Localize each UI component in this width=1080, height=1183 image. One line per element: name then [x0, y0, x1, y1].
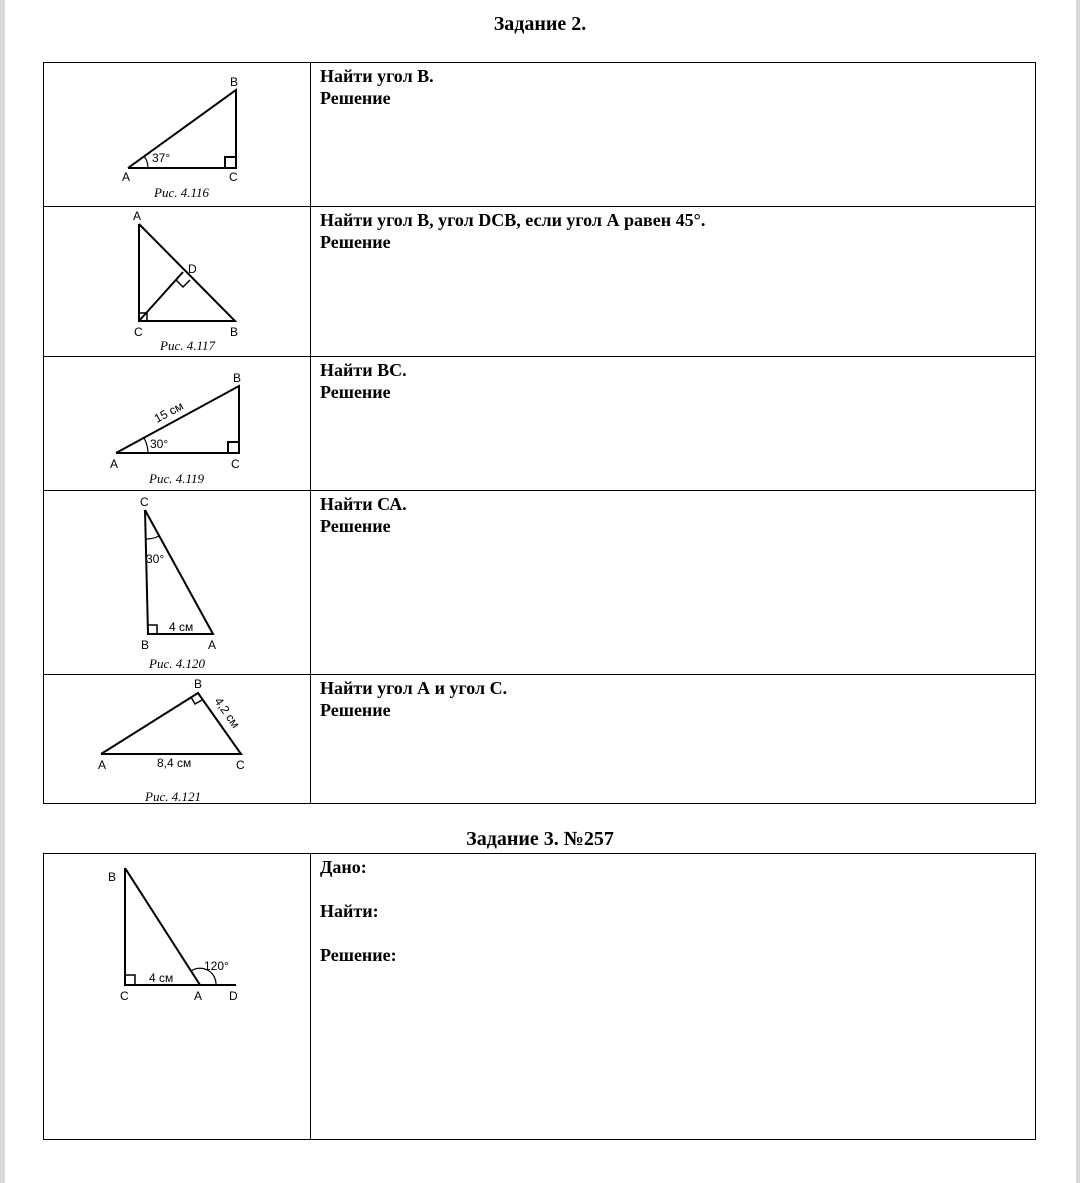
triangle	[125, 868, 200, 985]
vertex-a: A	[133, 209, 142, 223]
task3-table	[43, 853, 1036, 1140]
triangle	[145, 510, 213, 634]
side-label: 4,2 см	[211, 694, 243, 731]
table-row	[44, 356, 1035, 491]
vertex-b: B	[233, 371, 242, 385]
vertex-b: B	[230, 325, 239, 339]
task-text-cell	[310, 854, 1035, 1139]
solution-label: Решение	[320, 232, 391, 252]
side-label: 8,4 см	[157, 756, 192, 770]
table-row	[44, 490, 1035, 675]
table-row	[44, 674, 1035, 804]
task3-title: Задание 3. №257	[466, 828, 614, 850]
solution-label: Решение	[320, 700, 391, 720]
vertex-d: D	[229, 989, 238, 1003]
figure-4-117	[44, 207, 309, 357]
question-text: Найти угол В, угол DCB, если угол А равен 45°.	[320, 210, 706, 230]
figure-caption: Рис. 4.119	[149, 471, 204, 486]
vertex-a: A	[98, 758, 107, 772]
right-angle-marker	[125, 975, 135, 985]
right-angle-marker	[225, 157, 236, 168]
vertex-b: B	[194, 677, 203, 691]
task-text-cell	[310, 63, 1035, 206]
side-label: 15 см	[151, 398, 186, 426]
right-angle-marker	[148, 625, 157, 634]
vertex-a: A	[110, 457, 119, 471]
figure-caption: Рис. 4.121	[145, 789, 201, 804]
solution-label: Решение	[320, 88, 391, 108]
angle-arc	[146, 536, 159, 539]
vertex-b: B	[230, 75, 239, 89]
table-row	[44, 63, 1035, 206]
figure-4-119	[44, 357, 309, 491]
figure-caption: Рис. 4.116	[154, 185, 209, 200]
figure-caption: Рис. 4.117	[160, 338, 215, 353]
vertex-c: C	[231, 457, 240, 471]
solution-label: Решение	[320, 382, 391, 402]
vertex-d: D	[188, 262, 197, 276]
task-text-cell	[310, 207, 1035, 357]
question-text: Найти СА.	[320, 494, 407, 514]
angle-arc	[144, 156, 148, 168]
side-label: 4 см	[149, 971, 174, 985]
triangle	[116, 386, 239, 453]
vertex-c: C	[229, 170, 238, 184]
task-text-cell	[310, 357, 1035, 491]
side-label: 4 см	[169, 620, 194, 634]
task-text-cell	[310, 675, 1035, 804]
right-angle-marker	[176, 280, 190, 287]
vertex-b: B	[141, 638, 150, 652]
right-angle-marker	[228, 442, 239, 453]
task2-table	[43, 62, 1036, 804]
table-row	[44, 206, 1035, 357]
question-text: Найти угол В.	[320, 66, 434, 86]
solution-label: Решение:	[320, 945, 397, 965]
table-row	[44, 854, 1035, 1139]
angle-arc	[144, 438, 148, 453]
angle-label: 37°	[152, 151, 171, 165]
figure-4-120	[44, 491, 309, 675]
vertex-a: A	[194, 989, 203, 1003]
figure-4-121	[44, 675, 309, 804]
vertex-c: C	[236, 758, 245, 772]
task-text-cell	[310, 491, 1035, 675]
angle-label: 30°	[150, 437, 169, 451]
vertex-b: B	[108, 870, 117, 884]
figure-4-116	[44, 63, 309, 206]
solution-label: Решение	[320, 516, 391, 536]
vertex-c: C	[120, 989, 129, 1003]
page-edge	[0, 0, 5, 1183]
vertex-c: C	[134, 325, 143, 339]
vertex-c: C	[140, 495, 149, 509]
angle-label: 30°	[146, 552, 165, 566]
task2-title: Задание 2.	[493, 13, 587, 35]
vertex-a: A	[208, 638, 217, 652]
given-label: Дано:	[320, 857, 367, 877]
vertex-a: A	[122, 170, 131, 184]
find-label: Найти:	[320, 901, 379, 921]
question-text: Найти ВС.	[320, 360, 407, 380]
question-text: Найти угол А и угол С.	[320, 678, 508, 698]
page-edge	[1076, 0, 1080, 1183]
angle-label: 120°	[204, 959, 229, 973]
figure-caption: Рис. 4.120	[149, 656, 205, 671]
figure-257	[44, 854, 309, 1139]
